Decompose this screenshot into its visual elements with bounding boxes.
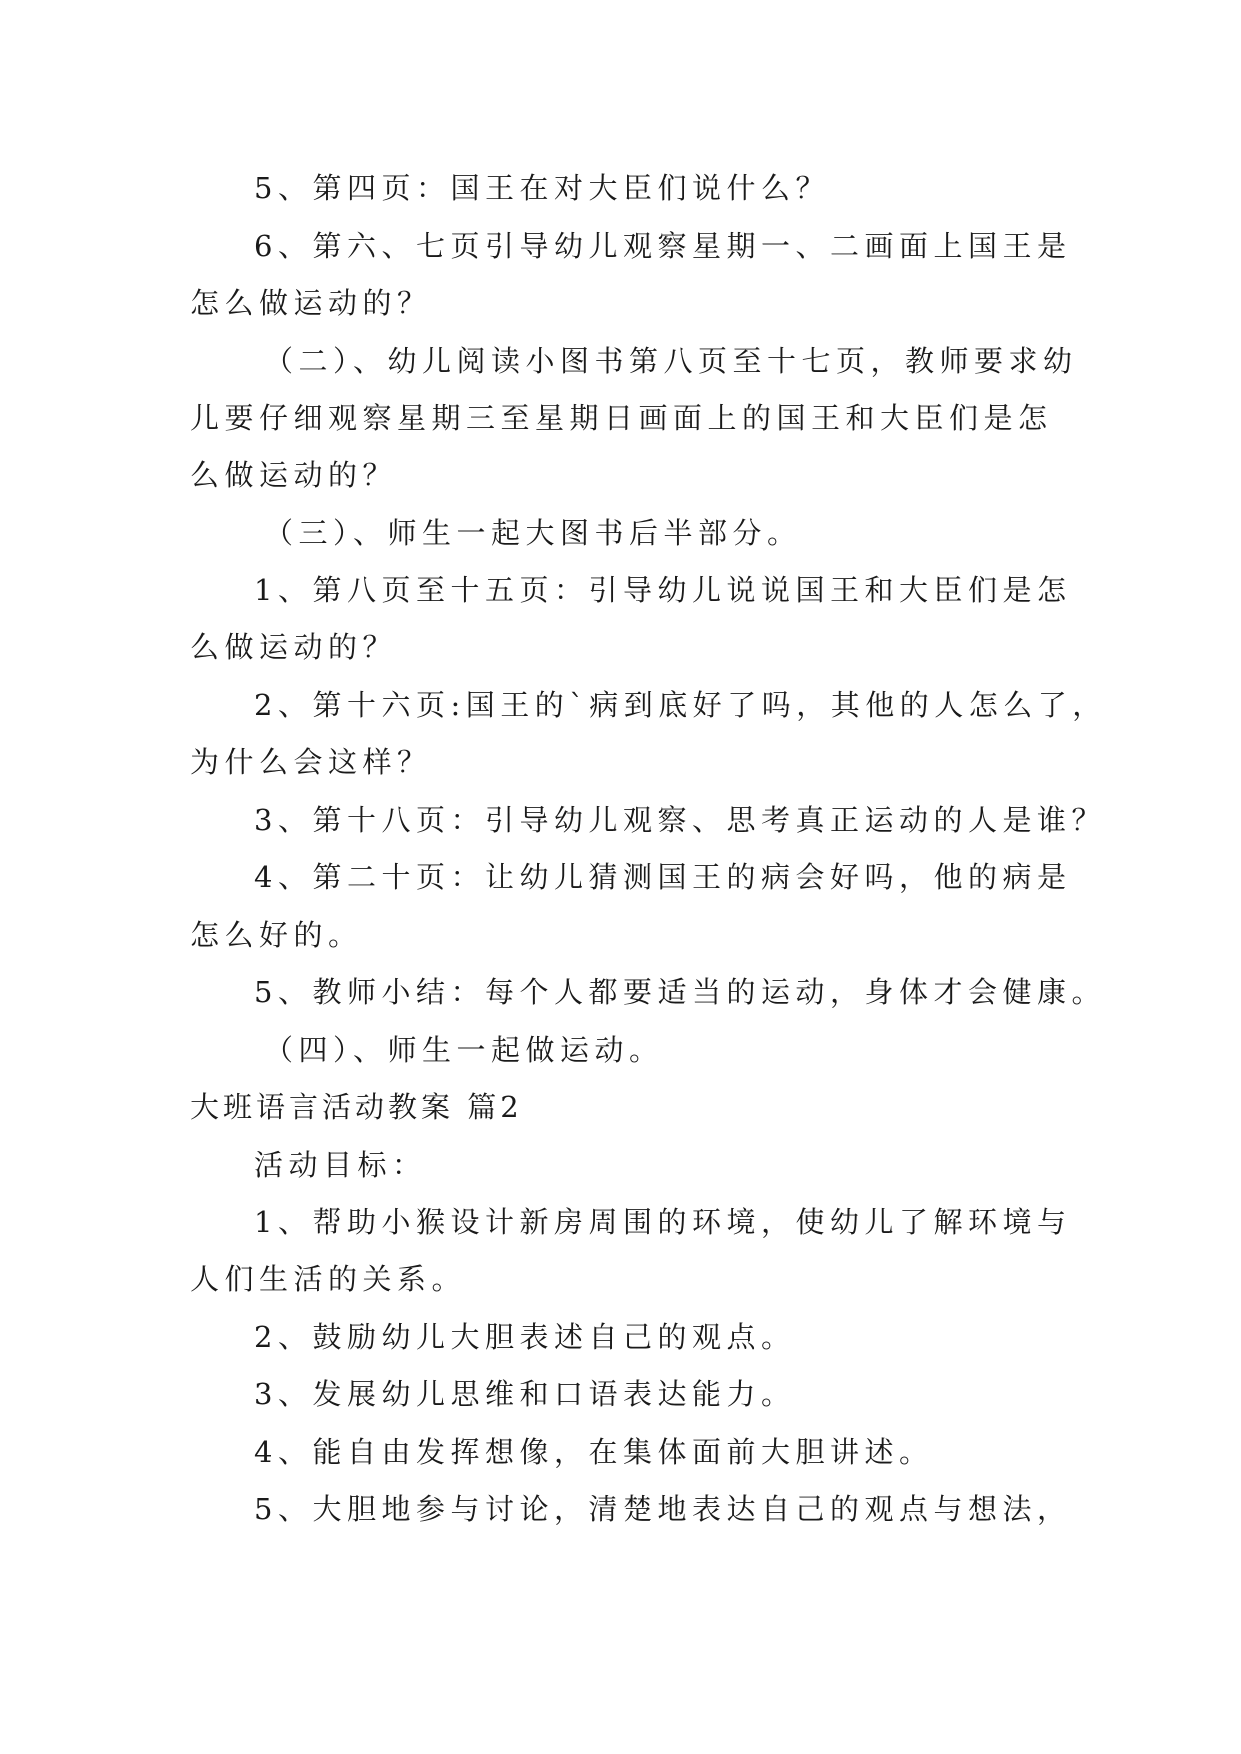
text-line: 3、发展幼儿思维和口语表达能力。 [254,1377,796,1411]
text-line: 5、大胆地参与讨论，清楚地表达自己的观点与想法， [254,1492,1072,1526]
text-line: 么做运动的？ [190,630,398,664]
text-line: （三）、师生一起大图书后半部分。 [264,516,802,550]
text-line: 4、能自由发挥想像，在集体面前大胆讲述。 [254,1435,934,1469]
text-line: 2、鼓励幼儿大胆表述自己的观点。 [254,1320,796,1354]
text-line: 6、第六、七页引导幼儿观察星期一、二画面上国王是 [254,229,1072,263]
text-line: 为什么会这样？ [190,745,432,779]
text-line: 3、第十八页：引导幼儿观察、思考真正运动的人是谁？ [254,803,1106,837]
text-line: 4、第二十页：让幼儿猜测国王的病会好吗，他的病是 [254,860,1072,894]
text-line: 么做运动的？ [190,458,398,492]
text-line: 5、教师小结：每个人都要适当的运动，身体才会健康。 [254,975,1106,1009]
text-line: 活动目标： [254,1148,427,1182]
text-line: 人们生活的关系。 [190,1262,467,1296]
text-line: （四）、师生一起做运动。 [264,1033,664,1067]
text-line: 1、第八页至十五页：引导幼儿说说国王和大臣们是怎 [254,573,1072,607]
text-line: （二）、幼儿阅读小图书第八页至十七页，教师要求幼 [264,344,1078,378]
text-line: 1、帮助小猴设计新房周围的环境，使幼儿了解环境与 [254,1205,1072,1239]
text-line: 儿要仔细观察星期三至星期日画面上的国王和大臣们是怎 [190,401,1053,435]
section-heading: 大班语言活动教案 篇2 [190,1090,523,1124]
text-line: 怎么做运动的？ [190,286,432,320]
text-line: 怎么好的。 [190,918,363,952]
text-line: 2、第十六页:国王的`病到底好了吗，其他的人怎么了， [254,688,1107,722]
text-line: 5、第四页：国王在对大臣们说什么？ [254,171,830,205]
